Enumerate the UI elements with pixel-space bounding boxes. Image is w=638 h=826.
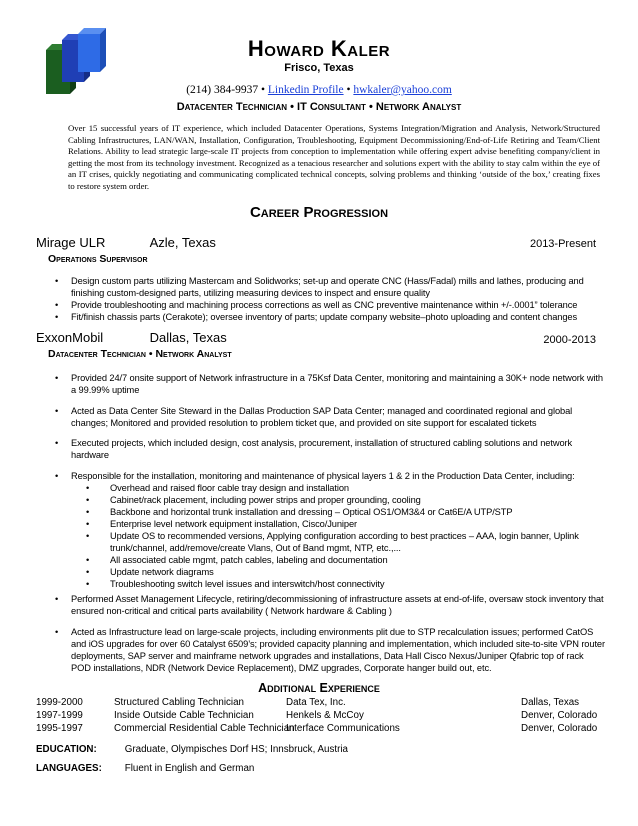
sub-list-item: • Backbone and horizontal trunk installation and dressing – Optical OS1/OM3&4 or Cat6E/A UTP/STP xyxy=(86,506,606,518)
education-line xyxy=(36,744,348,755)
sub-list-item: • Update network diagrams xyxy=(86,566,606,578)
company: Interface Communications xyxy=(286,723,400,734)
additional-heading: Additional Experience xyxy=(258,681,380,695)
list-item: • Provided 24/7 onsite support of Network infrastructure in a 75Ksf Data Center, monitoring and maintaining a 30K+ node network with a 99.99% uptime xyxy=(55,372,605,396)
company: Data Tex, Inc. xyxy=(286,697,346,708)
job-location: Dallas, Texas xyxy=(149,330,227,345)
separator: • xyxy=(346,84,351,96)
professional-titles: Datacenter Technician • IT Consultant • Network Analyst xyxy=(176,101,462,113)
contact-line xyxy=(0,84,638,96)
education-label: EDUCATION: xyxy=(36,744,97,755)
summary-paragraph: Over 15 successful years of IT experience, which included Datacenter Operations, Systems Integration/Migration and Analysis, Network/Structured Cabling Infrastructures, LAN/WAN, Installation, Configuration, Troubleshooting, Equipment Decommissioning/End-of-Life Retiring and Team/Client Relations. Ability to lead strategic large-scale IT projects from conception to implementation while offering expert advise benefiting company/client in getting the most from its technology investment. Recognized as a tenacious researcher and solutions expert with the ability to stay calm within the eye of an IT crises, quickly negotiating and communicating complicated technical concepts, solving problems and thinking ‘outside of the box,’ creating fixes to restore system order. xyxy=(68,123,600,191)
sub-list-item: • Update OS to recommended versions, Applying configuration according to best practices – AAA, login banner, Uplink trunk/channel, add/remove/create Vlans, Out of Band mgmt, NTP, etc.,... xyxy=(86,530,606,554)
list-item: • Performed Asset Management Lifecycle, retiring/decommissioning of infrastructure assets at end-of-life, oversaw stock inventory that ensured non-critical and critical parts availability ( Network hardware & Cabling ) xyxy=(55,593,605,617)
years: 1999-2000 xyxy=(36,697,83,708)
job-title: Commercial Residential Cable Technician xyxy=(114,723,295,734)
linkedin-link[interactable]: Linkedin Profile xyxy=(267,84,344,96)
location: Dallas, Texas xyxy=(521,697,580,708)
job-bullets xyxy=(55,626,605,674)
languages-label: LANGUAGES: xyxy=(36,763,102,774)
job-bullets xyxy=(55,437,605,461)
job-role: Operations Supervisor xyxy=(48,253,148,265)
sub-list-item: • All associated cable mgmt, patch cables, labeling and documentation xyxy=(86,554,606,566)
separator: • xyxy=(260,84,265,96)
job-bullets xyxy=(55,593,605,617)
list-item: • Design custom parts utilizing Mastercam and Solidworks; set-up and operate CNC (Hass/Fadal) mills and lathes, producing and finishing custom-designed parts, utilizing measuring devices to inspect and ensure quality xyxy=(55,275,605,299)
sub-list-item: • Overhead and raised floor cable tray design and installation xyxy=(86,482,606,494)
list-item: • Acted as Infrastructure lead on large-scale projects, including environments plit due to STP recalculation issues; performed CatOS and iOS upgrades for over 60 Catalyst 6509’s; provided capacity planning and implementation, which included site-to-site VPN router deployments, SAP server and mainframe network upgrades and installations, Data Hall Cisco Nexus/Juniper Qfabric top of rack POD installations, NDR (Network Device Replacement), DMZ upgrades, Corporate hanger build out, etc. xyxy=(55,626,605,674)
sub-list-item: • Cabinet/rack placement, including power strips and proper grounding, cooling xyxy=(86,494,606,506)
list-item: • Responsible for the installation, monitoring and maintenance of physical layers 1 & 2 in the Production Data Center, including: xyxy=(55,470,605,482)
years: 1997-1999 xyxy=(36,710,83,721)
list-item: • Executed projects, which included design, cost analysis, procurement, installation of structured cabling solutions and network hardware xyxy=(55,437,605,461)
job-dates: 2013-Present xyxy=(529,238,596,250)
sub-list-item: • Enterprise level network equipment installation, Cisco/Juniper xyxy=(86,518,606,530)
sub-bullets xyxy=(86,482,606,590)
job-role: Datacenter Technician • Network Analyst xyxy=(48,348,232,360)
sub-list-item: • Troubleshooting switch level issues and interswitch/host connectivity xyxy=(86,578,606,590)
job-header xyxy=(36,330,596,345)
job-company: Mirage ULR xyxy=(36,235,106,250)
list-item: • Provide troubleshooting and machining process corrections as well as CNC preventive maintenance within +/-.0001” tolerance xyxy=(55,299,605,311)
job-bullets xyxy=(55,405,605,429)
languages-line xyxy=(36,763,254,774)
list-item: • Fit/finish chassis parts (Cerakote); oversee inventory of parts; update company website–photo uploading and content changes xyxy=(55,311,605,323)
job-dates: 2000-2013 xyxy=(543,334,596,346)
company: Henkels & McCoy xyxy=(286,710,364,721)
job-bullets xyxy=(55,372,605,396)
job-company: ExxonMobil xyxy=(36,330,104,345)
job-bullets xyxy=(55,470,605,482)
list-item: • Acted as Data Center Site Steward in the Dallas Production SAP Data Center; managed and coordinated regional and global changes; Monitored and provided resolution to problem ticket que, and provided on site support for escalated tickets xyxy=(55,405,605,429)
languages-value: Fluent in English and German xyxy=(124,763,255,774)
candidate-name: Howard Kaler xyxy=(247,36,391,61)
career-heading: Career Progression xyxy=(249,204,389,221)
email-link[interactable]: hwkaler@yahoo.com xyxy=(353,84,452,96)
job-title: Structured Cabling Technician xyxy=(114,697,244,708)
location: Denver, Colorado xyxy=(521,710,598,721)
location: Denver, Colorado xyxy=(521,723,598,734)
phone-number: (214) 384-9937 xyxy=(186,84,259,96)
education-value: Graduate, Olympisches Dorf HS; Innsbruck, Austria xyxy=(124,744,348,755)
years: 1995-1997 xyxy=(36,723,83,734)
job-title: Inside Outside Cable Technician xyxy=(114,710,254,721)
candidate-city: Frisco, Texas xyxy=(284,62,354,74)
job-location: Azle, Texas xyxy=(149,235,216,250)
job-header xyxy=(36,235,596,250)
job-bullets xyxy=(55,275,605,323)
